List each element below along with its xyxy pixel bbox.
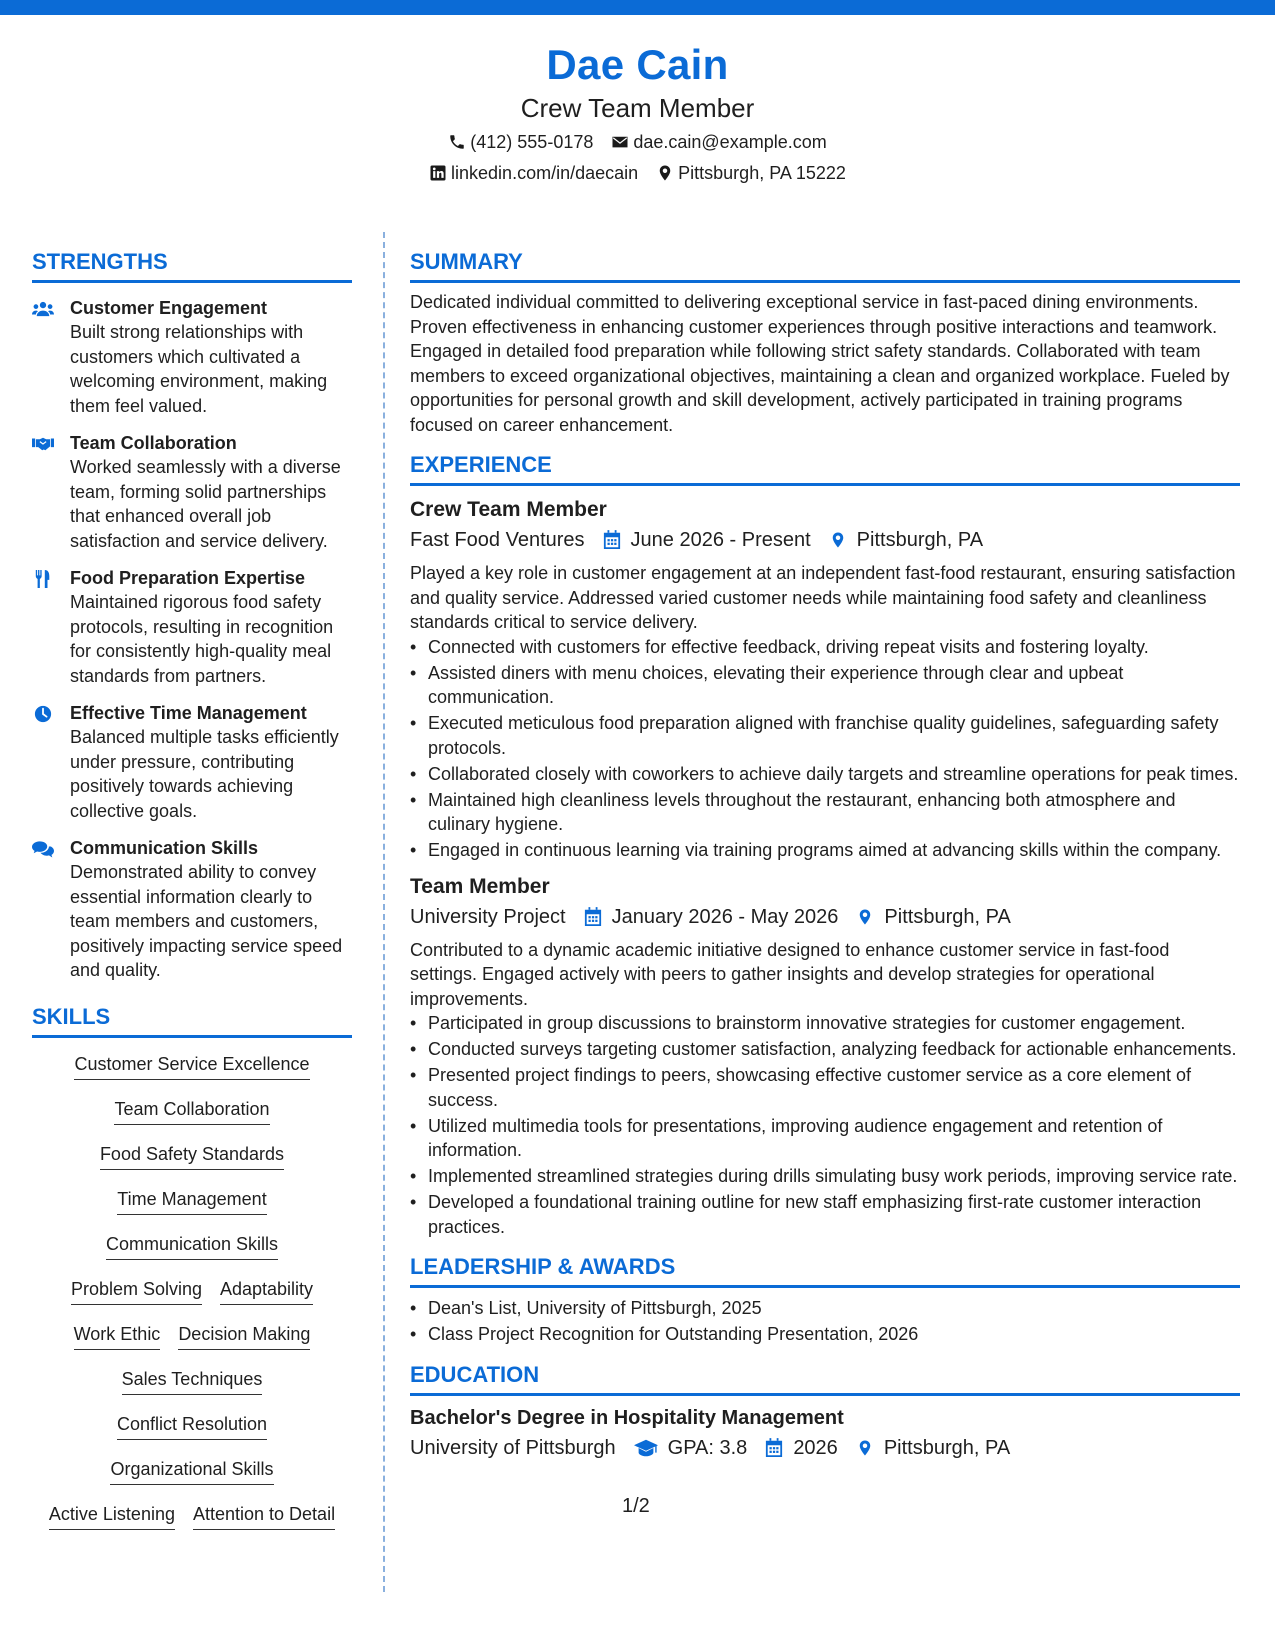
list-item: • Class Project Recognition for Outstanding Presentation, 2026 xyxy=(410,1322,1240,1347)
leadership-list xyxy=(410,1296,1240,1347)
job-dates: January 2026 - May 2026 xyxy=(611,905,839,928)
strength-title: Communication Skills xyxy=(70,838,259,858)
skill-row xyxy=(100,1142,284,1187)
skill-tag: Customer Service Excellence xyxy=(74,1052,309,1080)
email-link[interactable]: dae.cain@example.com xyxy=(633,132,827,152)
list-item: • Maintained high cleanliness levels throughout the restaurant, enhancing both atmosphere and culinary hygiene. xyxy=(410,788,1240,837)
strength-title: Team Collaboration xyxy=(70,433,237,453)
list-item: • Presented project findings to peers, showcasing effective customer service as a core element of success. xyxy=(410,1063,1240,1112)
list-item: • Participated in group discussions to brainstorm innovative strategies for customer engagement. xyxy=(410,1011,1240,1036)
contact-email[interactable] xyxy=(611,130,826,154)
graduation-cap-icon xyxy=(634,1438,658,1458)
skill-tag: Problem Solving xyxy=(71,1277,202,1305)
location-pin-icon xyxy=(856,1438,874,1458)
strength-title: Effective Time Management xyxy=(70,703,307,723)
leadership-heading: LEADERSHIP & AWARDS xyxy=(410,1253,1240,1288)
top-accent-bar xyxy=(0,0,1275,15)
candidate-name: Dae Cain xyxy=(546,41,729,88)
users-icon xyxy=(32,300,54,318)
list-item: • Utilized multimedia tools for presentations, improving audience engagement and retention of information. xyxy=(410,1114,1240,1163)
location-text: Pittsburgh, PA 15222 xyxy=(678,163,846,183)
list-item: • Collaborated closely with coworkers to achieve daily targets and streamline operations for peak times. xyxy=(410,762,1240,787)
location-pin-icon xyxy=(829,530,847,550)
left-column xyxy=(32,248,352,1547)
skill-row xyxy=(117,1187,266,1232)
location-pin-icon xyxy=(856,907,874,927)
skill-row xyxy=(74,1052,309,1097)
job-bullets xyxy=(410,1011,1240,1239)
list-item: • Implemented streamlined strategies during drills simulating busy work periods, improving service rate. xyxy=(410,1164,1240,1189)
linkedin-icon xyxy=(429,164,447,182)
skill-tag: Organizational Skills xyxy=(110,1457,273,1485)
list-item: • Executed meticulous food preparation aligned with franchise quality guidelines, safeguarding safety protocols. xyxy=(410,711,1240,760)
education-school: University of Pittsburgh xyxy=(410,1436,616,1459)
education-gpa-group xyxy=(634,1434,748,1462)
skill-row xyxy=(71,1277,313,1322)
comments-icon xyxy=(32,840,54,858)
education-year-group xyxy=(765,1434,838,1462)
skill-tag: Team Collaboration xyxy=(114,1097,269,1125)
strength-desc: Built strong relationships with customers which cultivated a welcoming environment, making them feel valued. xyxy=(70,322,328,416)
job-description: Contributed to a dynamic academic initiative designed to enhance customer service in fast-food settings. Engaged actively with peers to gather insights and develop strategies for operational improvements. xyxy=(410,939,1170,1009)
skill-tag: Food Safety Standards xyxy=(100,1142,284,1170)
strength-item xyxy=(32,837,352,983)
skill-tag: Adaptability xyxy=(220,1277,313,1305)
skill-tag: Communication Skills xyxy=(106,1232,278,1260)
linkedin-link[interactable]: linkedin.com/in/daecain xyxy=(451,163,639,183)
contact-row-2 xyxy=(0,161,1275,185)
list-item: • Dean's List, University of Pittsburgh, 2025 xyxy=(410,1296,1240,1321)
right-column xyxy=(410,248,1240,1462)
list-item: • Assisted diners with menu choices, elevating their experience through clear and upbeat communication. xyxy=(410,661,1240,710)
job-company: University Project xyxy=(410,905,566,928)
skill-row xyxy=(49,1502,335,1547)
strength-title: Food Preparation Expertise xyxy=(70,568,306,588)
job-dates: June 2026 - Present xyxy=(630,529,811,551)
resume-header xyxy=(0,40,1275,185)
contact-location xyxy=(656,161,846,185)
skills-heading: SKILLS xyxy=(32,1003,352,1038)
experience-heading: EXPERIENCE xyxy=(410,451,1240,486)
handshake-icon xyxy=(32,435,54,453)
skill-row xyxy=(122,1367,263,1412)
strength-desc: Maintained rigorous food safety protocols, resulting in recognition for consistently high-quality meal standards from partners. xyxy=(70,592,334,686)
contact-phone xyxy=(448,130,593,154)
list-item: • Connected with customers for effective feedback, driving repeat visits and fostering loyalty. xyxy=(410,635,1240,660)
job-title: Team Member xyxy=(410,874,550,898)
education-meta xyxy=(410,1434,1240,1462)
strength-item xyxy=(32,702,352,823)
strength-item xyxy=(32,567,352,688)
candidate-title: Crew Team Member xyxy=(520,93,755,123)
job-location: Pittsburgh, PA xyxy=(856,529,984,551)
job-meta xyxy=(410,526,1240,554)
job-meta xyxy=(410,903,1240,931)
location-pin-icon xyxy=(656,164,674,182)
job-dates-group xyxy=(584,903,839,931)
education-gpa: GPA: 3.8 xyxy=(667,1436,748,1459)
skill-row xyxy=(117,1412,267,1457)
summary-heading: SUMMARY xyxy=(410,248,1240,283)
strengths-heading: STRENGTHS xyxy=(32,248,352,283)
strength-title: Customer Engagement xyxy=(70,298,268,318)
skill-tag: Work Ethic xyxy=(74,1322,161,1350)
strength-desc: Balanced multiple tasks efficiently under pressure, contributing positively towards achieving collective goals. xyxy=(70,727,339,821)
strength-item xyxy=(32,297,352,418)
education-location-group xyxy=(856,1434,1010,1462)
job-company: Fast Food Ventures xyxy=(410,529,585,551)
phone-text: (412) 555-0178 xyxy=(470,132,594,152)
contact-linkedin[interactable] xyxy=(429,161,638,185)
education-heading: EDUCATION xyxy=(410,1361,1240,1396)
education-year: 2026 xyxy=(793,1436,838,1459)
job-entry xyxy=(410,873,1240,1240)
phone-icon xyxy=(448,133,466,151)
skill-row xyxy=(114,1097,269,1142)
utensils-icon xyxy=(32,570,54,588)
strength-desc: Demonstrated ability to convey essential information clearly to team members and customers, positively impacting service speed and quality. xyxy=(70,862,343,980)
skill-tag: Conflict Resolution xyxy=(117,1412,267,1440)
strength-desc: Worked seamlessly with a diverse team, forming solid partnerships that enhanced overall job satisfaction and service delivery. xyxy=(70,457,341,551)
list-item: • Conducted surveys targeting customer satisfaction, analyzing feedback for actionable enhancements. xyxy=(410,1037,1240,1062)
job-description: Played a key role in customer engagement at an independent fast-food restaurant, ensuring satisfaction and quality service. Addressed varied customer needs while maintaining food safety and cleanliness standards critical to service delivery. xyxy=(410,563,1236,632)
strength-item xyxy=(32,432,352,553)
job-entry xyxy=(410,496,1240,863)
contact-row-1 xyxy=(0,130,1275,154)
job-location: Pittsburgh, PA xyxy=(884,905,1011,928)
job-location-group xyxy=(856,903,1010,931)
summary-text: Dedicated individual committed to delivering exceptional service in fast-paced dining environments. Proven effectiveness in enhancing customer experiences through positive interactions and teamwork. Engaged in detailed food preparation while following strict safety standards. Collaborated with team members to exceed organizational objectives, maintaining a clean and organized workplace. Fueled by opportunities for personal growth and skill development, actively participated in training programs focused on career enhancement. xyxy=(410,292,1230,435)
list-item: • Developed a foundational training outline for new staff emphasizing first-rate customer interaction practices. xyxy=(410,1190,1240,1239)
list-item: • Engaged in continuous learning via training programs aimed at advancing skills within the company. xyxy=(410,838,1240,863)
page-number: 1/2 xyxy=(622,1495,650,1517)
envelope-icon xyxy=(611,133,629,151)
education-location: Pittsburgh, PA xyxy=(883,1436,1011,1459)
skill-row xyxy=(110,1457,273,1502)
skill-tag: Sales Techniques xyxy=(122,1367,263,1395)
job-title: Crew Team Member xyxy=(410,498,607,521)
clock-icon xyxy=(32,705,54,723)
skill-row xyxy=(106,1232,278,1277)
skill-tag: Time Management xyxy=(117,1187,266,1215)
job-bullets xyxy=(410,635,1240,863)
education-degree: Bachelor's Degree in Hospitality Management xyxy=(410,1406,844,1429)
skill-row xyxy=(74,1322,311,1367)
job-location-group xyxy=(829,526,983,554)
skill-tag: Attention to Detail xyxy=(193,1502,335,1530)
skill-tag: Decision Making xyxy=(178,1322,310,1350)
job-dates-group xyxy=(603,526,811,554)
column-divider xyxy=(383,232,385,1592)
calendar-icon xyxy=(584,907,602,927)
skills-list xyxy=(32,1052,352,1547)
skill-tag: Active Listening xyxy=(49,1502,175,1530)
calendar-icon xyxy=(765,1438,783,1458)
calendar-icon xyxy=(603,530,621,550)
